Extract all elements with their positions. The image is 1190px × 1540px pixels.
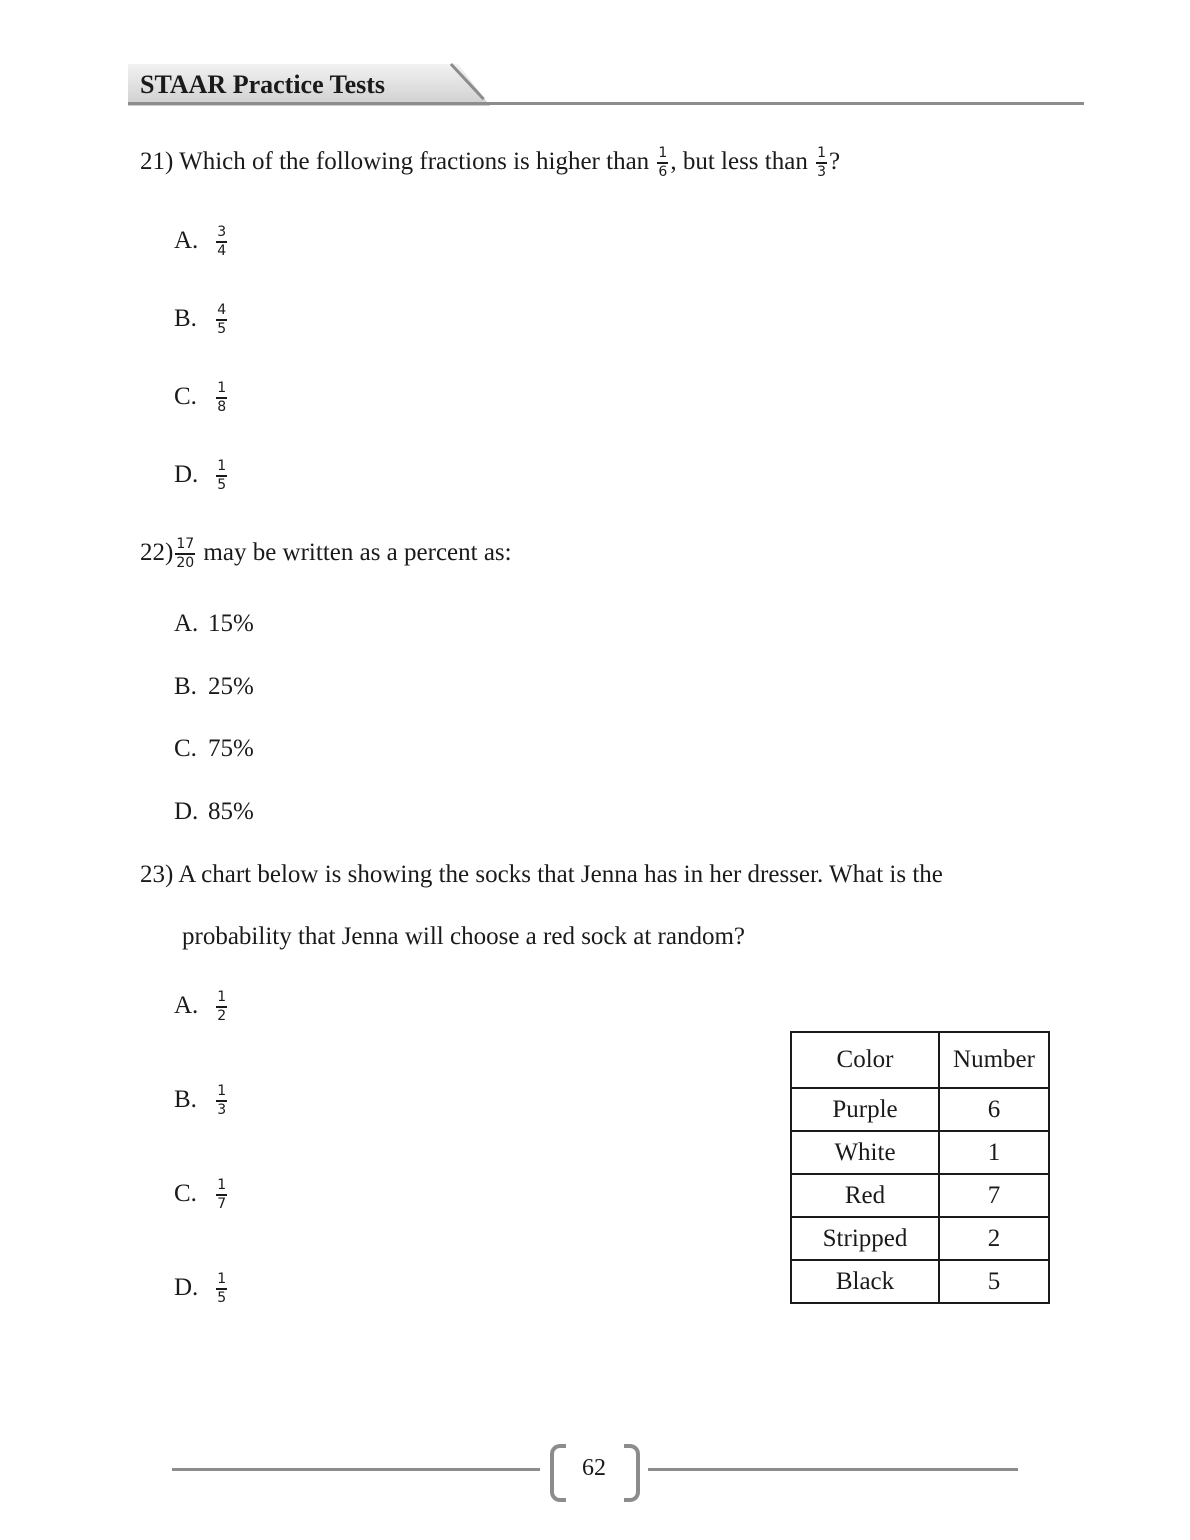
option-text: 85% (208, 798, 254, 825)
table-row (791, 1088, 1049, 1131)
table-header-cell: Color (791, 1032, 939, 1088)
denominator: 3 (817, 164, 827, 181)
option-text: 75% (208, 735, 254, 762)
denominator: 5 (217, 321, 227, 338)
option-letter: C. (174, 735, 197, 762)
option-text: 25% (208, 673, 254, 700)
option-letter: B. (174, 673, 197, 700)
denominator: 7 (217, 1196, 227, 1213)
footer-rule-right (648, 1468, 1018, 1471)
table-cell: Purple (791, 1088, 939, 1131)
question-23-continued (182, 921, 745, 953)
option-letter: A. (174, 610, 199, 637)
table-cell: 2 (939, 1217, 1049, 1260)
fraction (216, 990, 227, 1024)
numerator: 3 (216, 225, 227, 243)
fraction (216, 381, 227, 415)
table-row (791, 1260, 1049, 1303)
answer-option[interactable] (174, 1272, 229, 1306)
numerator: 1 (216, 1178, 227, 1196)
table-cell: 6 (939, 1088, 1049, 1131)
answer-option[interactable] (174, 796, 254, 828)
denominator: 2 (217, 1008, 227, 1025)
fraction (216, 303, 227, 337)
question-text: A chart below is showing the socks that Jenna has in her dresser. What is the (178, 861, 943, 888)
denominator: 20 (176, 555, 195, 572)
option-letter: C. (174, 383, 197, 410)
question-number: 22) (140, 539, 174, 566)
answer-option[interactable] (174, 381, 229, 415)
page-number: 62 (582, 1455, 606, 1481)
answer-option[interactable] (174, 990, 229, 1024)
table-cell: White (791, 1131, 939, 1174)
denominator: 5 (217, 477, 227, 494)
question-text: , but less than (670, 148, 808, 175)
question-23 (140, 859, 943, 891)
answer-option[interactable] (174, 671, 254, 703)
denominator: 5 (217, 1290, 227, 1307)
table-header-row (791, 1032, 1049, 1088)
page-header-title: STAAR Practice Tests (140, 70, 386, 99)
fraction (216, 1272, 227, 1306)
question-number: 23) (140, 861, 174, 888)
header-rule (128, 102, 1084, 105)
table-cell: 5 (939, 1260, 1049, 1303)
question-text: ? (829, 148, 841, 175)
table-cell: Red (791, 1174, 939, 1217)
option-letter: B. (174, 305, 197, 332)
answer-option[interactable] (174, 608, 254, 640)
option-letter: A. (174, 992, 199, 1019)
table-row (791, 1174, 1049, 1217)
numerator: 4 (216, 303, 227, 321)
numerator: 1 (216, 1084, 227, 1102)
answer-option[interactable] (174, 459, 229, 493)
fraction (216, 225, 227, 259)
option-text: 15% (208, 610, 254, 637)
answer-option[interactable] (174, 1084, 229, 1118)
answer-option[interactable] (174, 225, 229, 259)
table-cell: 7 (939, 1174, 1049, 1217)
option-letter: D. (174, 461, 199, 488)
question-text: Which of the following fractions is higher than (179, 148, 650, 175)
table-cell: 1 (939, 1131, 1049, 1174)
option-letter: D. (174, 798, 199, 825)
denominator: 3 (217, 1102, 227, 1119)
question-text: probability that Jenna will choose a red sock at random? (182, 923, 746, 950)
numerator: 1 (216, 990, 227, 1008)
table-header-cell: Number (939, 1032, 1049, 1088)
option-letter: A. (174, 227, 199, 254)
numerator: 17 (175, 537, 195, 555)
table-cell: Black (791, 1260, 939, 1303)
numerator: 1 (657, 146, 668, 164)
fraction (175, 537, 195, 571)
numerator: 1 (216, 459, 227, 477)
answer-option[interactable] (174, 1178, 229, 1212)
table-cell: Stripped (791, 1217, 939, 1260)
question-text: may be written as a percent as: (203, 539, 512, 566)
denominator: 8 (217, 399, 227, 416)
question-number: 21) (140, 148, 174, 175)
left-brace-icon (550, 1444, 566, 1502)
table-row (791, 1131, 1049, 1174)
denominator: 4 (217, 243, 227, 260)
question-21 (140, 146, 840, 180)
fraction (216, 459, 227, 493)
fraction (816, 146, 827, 180)
socks-table (790, 1031, 1050, 1304)
denominator: 6 (658, 164, 668, 181)
answer-option[interactable] (174, 303, 229, 337)
footer-rule-left (172, 1468, 540, 1471)
question-22 (140, 537, 512, 571)
option-letter: B. (174, 1086, 197, 1113)
numerator: 1 (816, 146, 827, 164)
fraction (216, 1084, 227, 1118)
fraction (657, 146, 668, 180)
numerator: 1 (216, 1272, 227, 1290)
table-row (791, 1217, 1049, 1260)
option-letter: C. (174, 1180, 197, 1207)
right-brace-icon (624, 1444, 640, 1502)
option-letter: D. (174, 1274, 199, 1301)
numerator: 1 (216, 381, 227, 399)
fraction (216, 1178, 227, 1212)
answer-option[interactable] (174, 733, 254, 765)
